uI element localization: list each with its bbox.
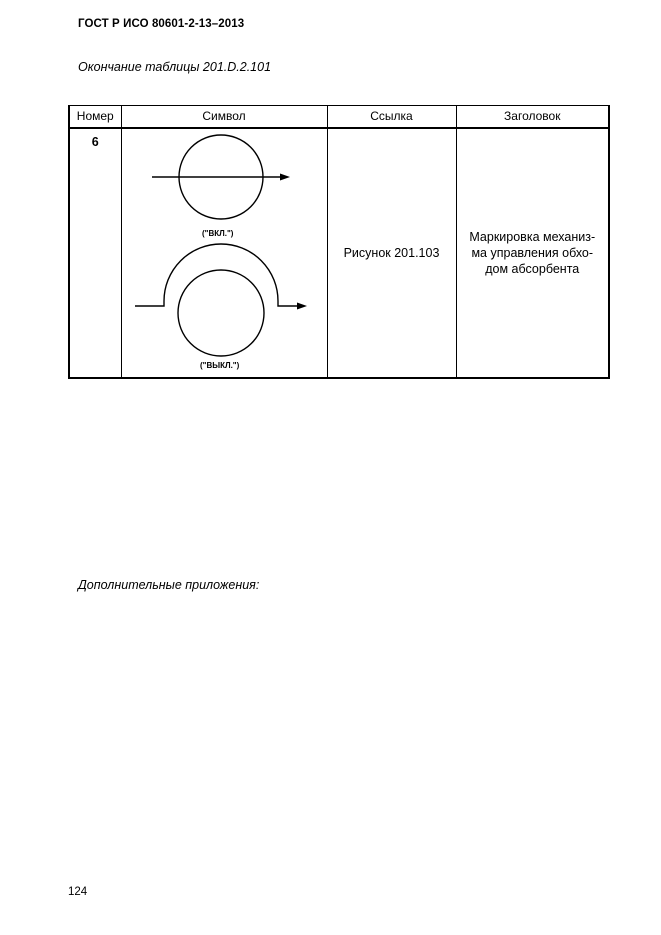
title-line: ма управления обхо- [471,245,594,260]
page-number: 124 [68,886,88,898]
symbols-table [68,105,610,379]
title-line: дом абсорбента [485,261,580,276]
column-header-reference: Ссылка [327,106,456,128]
table-caption: Окончание таблицы 201.D.2.101 [78,60,272,74]
label-off: ("ВЫКЛ.") [199,360,239,370]
off-arrow-head-icon [297,302,307,309]
column-header-title: Заголовок [456,106,609,128]
column-header-number: Номер [69,106,121,128]
row-number: 6 [69,128,121,378]
off-bypass-arc [135,244,299,306]
label-on: ("ВКЛ.") [201,228,233,238]
off-circle-icon [178,270,264,356]
symbol-cell [121,128,327,378]
title-cell [456,128,609,378]
table-row [69,128,609,378]
column-header-symbol: Символ [121,106,327,128]
absorbent-bypass-symbol [122,129,328,377]
title-line: Маркировка механиз- [469,229,596,244]
table-header-row [69,106,609,128]
appendix-title: Дополнительные приложения: [78,578,260,592]
on-arrow-head-icon [280,173,290,180]
reference-cell: Рисунок 201.103 [327,128,456,378]
document-header: ГОСТ Р ИСО 80601-2-13–2013 [78,18,245,30]
